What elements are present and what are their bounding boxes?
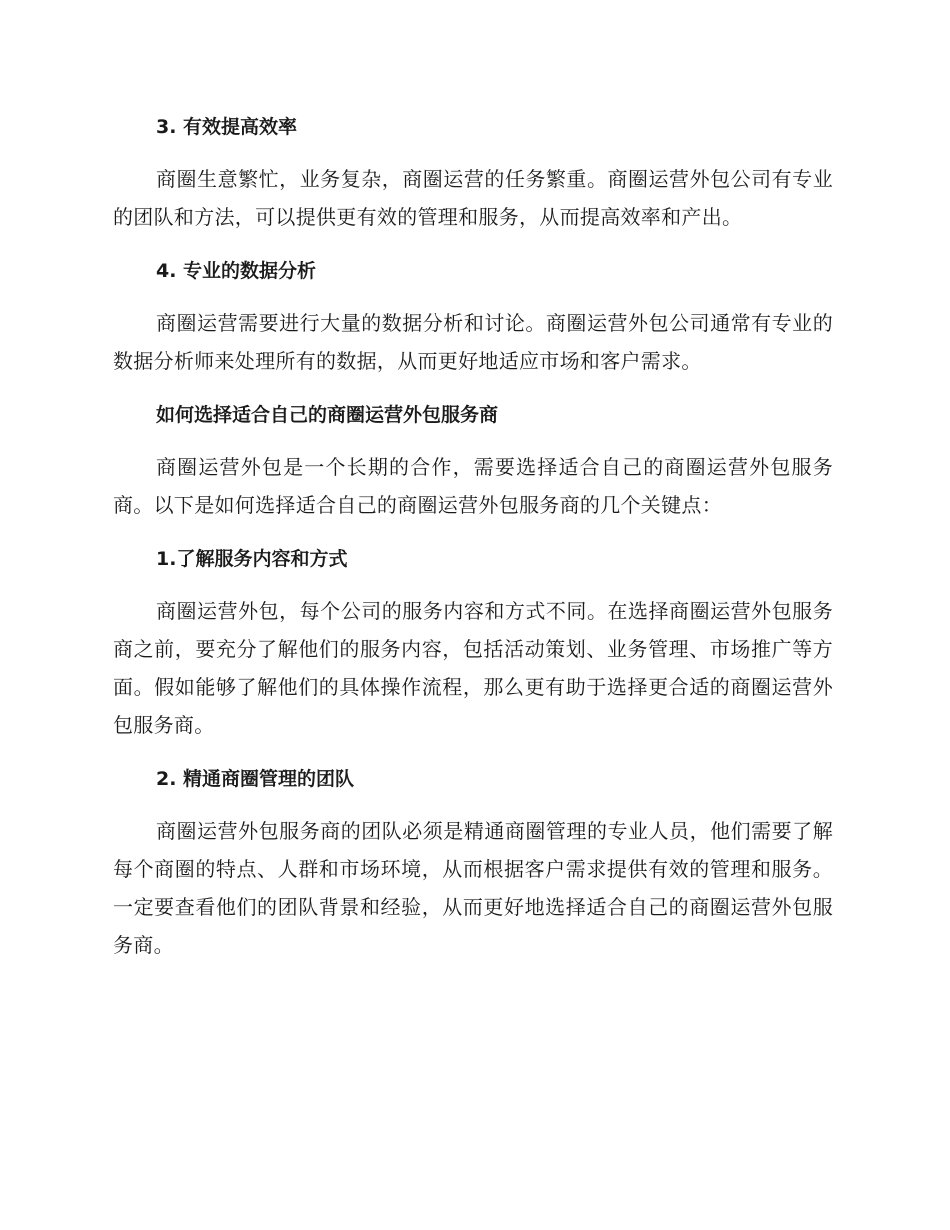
section-heading-team: 2. 精通商圈管理的团队 — [156, 768, 355, 790]
section-heading-service-content: 1.了解服务内容和方式 — [156, 548, 348, 570]
section-paragraph-efficiency: 商圈生意繁忙，业务复杂，商圈运营的任务繁重。商圈运营外包公司有专业的团队和方法，可以提供更有效的管理和服务，从而提高效率和产出。 — [113, 167, 833, 229]
document-body — [113, 108, 833, 980]
section-paragraph-data-analysis: 商圈运营需要进行大量的数据分析和讨论。商圈运营外包公司通常有专业的数据分析师来处理所有的数据，从而更好地适应市场和客户需求。 — [113, 311, 833, 373]
section-heading-data-analysis: 4. 专业的数据分析 — [156, 260, 317, 282]
section-heading-how-to-choose: 如何选择适合自己的商圈运营外包服务商 — [156, 404, 499, 426]
section-heading-efficiency: 3. 有效提高效率 — [156, 116, 298, 138]
section-paragraph-team: 商圈运营外包服务商的团队必须是精通商圈管理的专业人员，他们需要了解每个商圈的特点、人群和市场环境，从而根据客户需求提供有效的管理和服务。一定要查看他们的团队背景和经验，从而更好地选择适合自己的商圈运营外包服务商。 — [113, 819, 833, 957]
section-paragraph-service-content: 商圈运营外包，每个公司的服务内容和方式不同。在选择商圈运营外包服务商之前，要充分了解他们的服务内容，包括活动策划、业务管理、市场推广等方面。假如能够了解他们的具体操作流程，那么更有助于选择更合适的商圈运营外包服务商。 — [113, 599, 833, 737]
section-paragraph-how-to-choose: 商圈运营外包是一个长期的合作，需要选择适合自己的商圈运营外包服务商。以下是如何选择适合自己的商圈运营外包服务商的几个关键点： — [113, 455, 833, 517]
